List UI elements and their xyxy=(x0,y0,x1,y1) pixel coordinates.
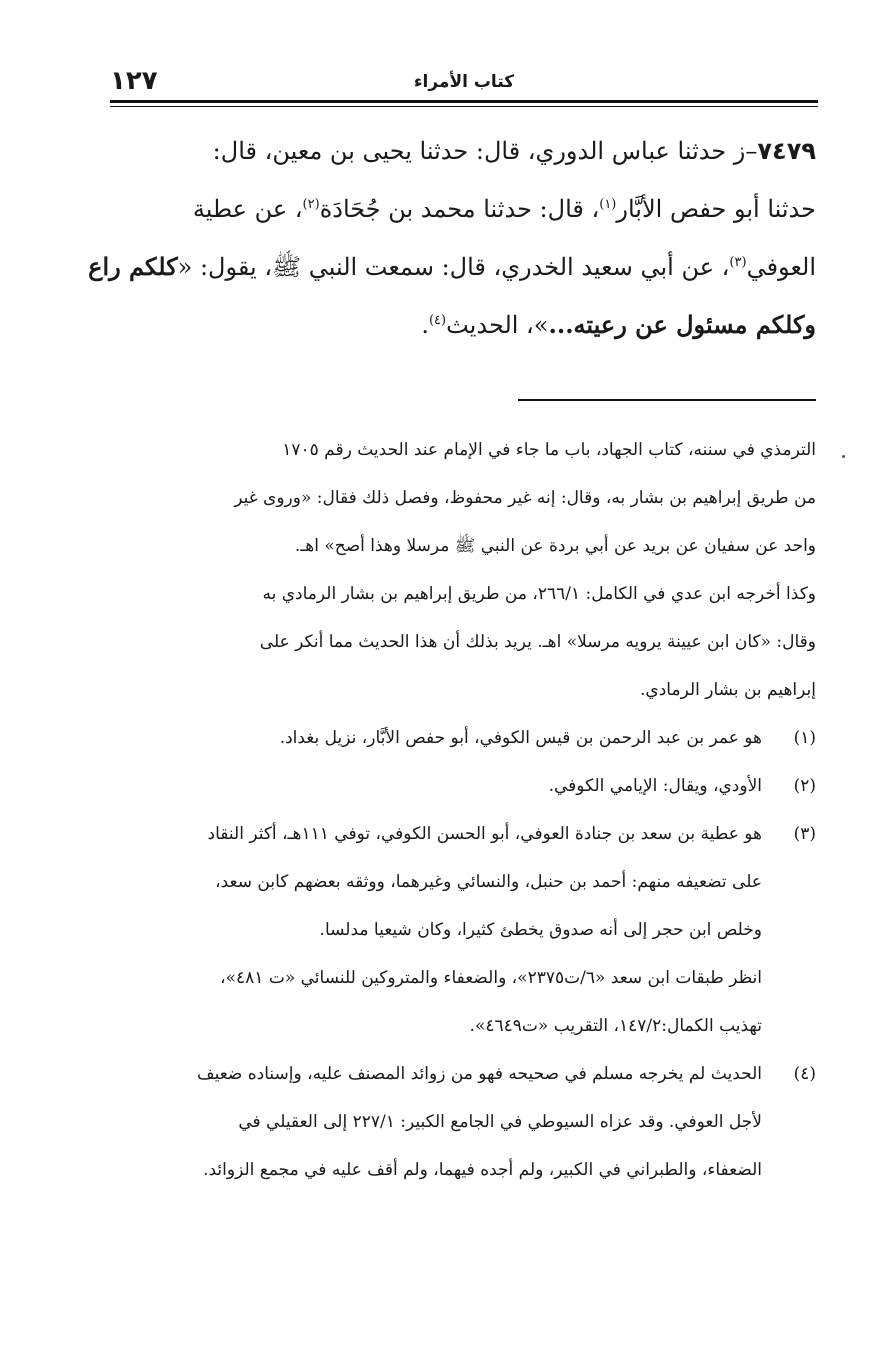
hadith-quote: وكلكم مسئول عن رعيته... xyxy=(548,310,816,339)
running-title: كتاب الأمراء xyxy=(413,72,515,92)
footnote-line: انظر طبقات ابن سعد «٦/ت٢٣٧٥»، والضعفاء والمتروكين للنسائي «ت ٤٨١»، xyxy=(220,968,762,988)
header-rule-thick xyxy=(110,100,818,103)
footnote-ref: (٣) xyxy=(729,255,747,270)
hadith-text-segment: العوفي xyxy=(746,253,816,281)
footnote-number: (٤) xyxy=(793,1064,816,1084)
footnote-3 xyxy=(110,810,816,858)
hadith-text-segment: ، عن أبي سعيد الخدري، قال: سمعت النبي ﷺ، يقول: « xyxy=(177,253,730,281)
hadith-text-segment: ، عن عطية xyxy=(192,195,303,223)
footnote-text: هو عمر بن عبد الرحمن بن قيس الكوفي، أبو حفص الأبَّار، نزيل بغداد. xyxy=(279,728,762,748)
footnote-line: لأجل العوفي. وقد عزاه السيوطي في الجامع الكبير: ٢٢٧/١ إلى العقيلي في xyxy=(238,1112,762,1132)
hadith-line xyxy=(110,296,816,354)
margin-dot xyxy=(842,455,845,458)
footnote-text: الأودي، ويقال: الإيامي الكوفي. xyxy=(548,776,762,796)
hadith-quote: كلكم راع xyxy=(88,252,178,281)
footnote-text: الحديث لم يخرجه مسلم في صحيحه فهو من زوائد المصنف عليه، وإسناده ضعيف xyxy=(196,1064,762,1084)
page-header xyxy=(110,66,818,100)
hadith-text-segment: »، الحديث xyxy=(446,311,549,339)
hadith-number: ٧٤٧٩ xyxy=(757,137,816,165)
footnote-1 xyxy=(110,714,816,762)
footnote-line: إبراهيم بن بشار الرمادي. xyxy=(640,680,816,700)
hadith-text-segment: حدثنا أبو حفص الأبَّار xyxy=(616,195,816,223)
hadith-line xyxy=(110,122,816,180)
footnote-line: وخلص ابن حجر إلى أنه صدوق يخطئ كثيرا، وكان شيعيا مدلسا. xyxy=(319,920,762,940)
page-number: ١٢٧ xyxy=(110,66,158,96)
footnote-line: وكذا أخرجه ابن عدي في الكامل: ٢٦٦/١، من طريق إبراهيم بن بشار الرمادي به xyxy=(262,584,816,604)
footnote-ref: (٤) xyxy=(428,313,447,328)
footnote-separator xyxy=(518,399,816,401)
footnote-number: (١) xyxy=(793,728,816,748)
footnote-line: من طريق إبراهيم بن بشار به، وقال: إنه غير محفوظ، وفصل ذلك فقال: «وروى غير xyxy=(234,488,816,508)
footnote-line: واحد عن سفيان عن بريد عن أبي بردة عن النبي ﷺ مرسلا وهذا أصح» اهـ. xyxy=(294,536,816,556)
footnote-line: الترمذي في سننه، كتاب الجهاد، باب ما جاء في الإمام عند الحديث رقم ١٧٠٥ xyxy=(282,440,816,460)
footnote-ref: (١) xyxy=(599,197,617,212)
footnote-number: (٢) xyxy=(793,776,816,796)
footnote-4 xyxy=(110,1050,816,1098)
hadith-text-segment: –ز حدثنا عباس الدوري، قال: حدثنا يحيى بن معين، قال: xyxy=(212,137,758,165)
hadith-line xyxy=(110,180,816,238)
footnote-2 xyxy=(110,762,816,810)
footnote-line: على تضعيفه منهم: أحمد بن حنبل، والنسائي وغيرهما، ووثقه بعضهم كابن سعد، xyxy=(215,872,762,892)
hadith-text-segment: ، قال: حدثنا محمد بن جُحَادَة xyxy=(319,195,600,223)
hadith-line xyxy=(88,238,816,296)
hadith-text xyxy=(88,122,816,354)
footnote-text: هو عطية بن سعد بن جنادة العوفي، أبو الحسن الكوفي، توفي ١١١هـ، أكثر النقاد xyxy=(207,824,762,844)
footnote-line: الضعفاء، والطبراني في الكبير، ولم أجده فيهما، ولم أقف عليه في مجمع الزوائد. xyxy=(203,1160,762,1180)
footnotes xyxy=(110,426,816,1194)
footnote-number: (٣) xyxy=(793,824,816,844)
footnote-ref: (٢) xyxy=(302,197,320,212)
footnote-line: تهذيب الكمال:١٤٧/٢، التقريب «ت٤٦٤٩». xyxy=(469,1016,762,1036)
hadith-text-segment: . xyxy=(421,311,429,339)
header-rule-thin xyxy=(110,106,818,107)
footnote-line: وقال: «كان ابن عيينة يرويه مرسلا» اهـ. يريد بذلك أن هذا الحديث مما أنكر على xyxy=(259,632,816,652)
